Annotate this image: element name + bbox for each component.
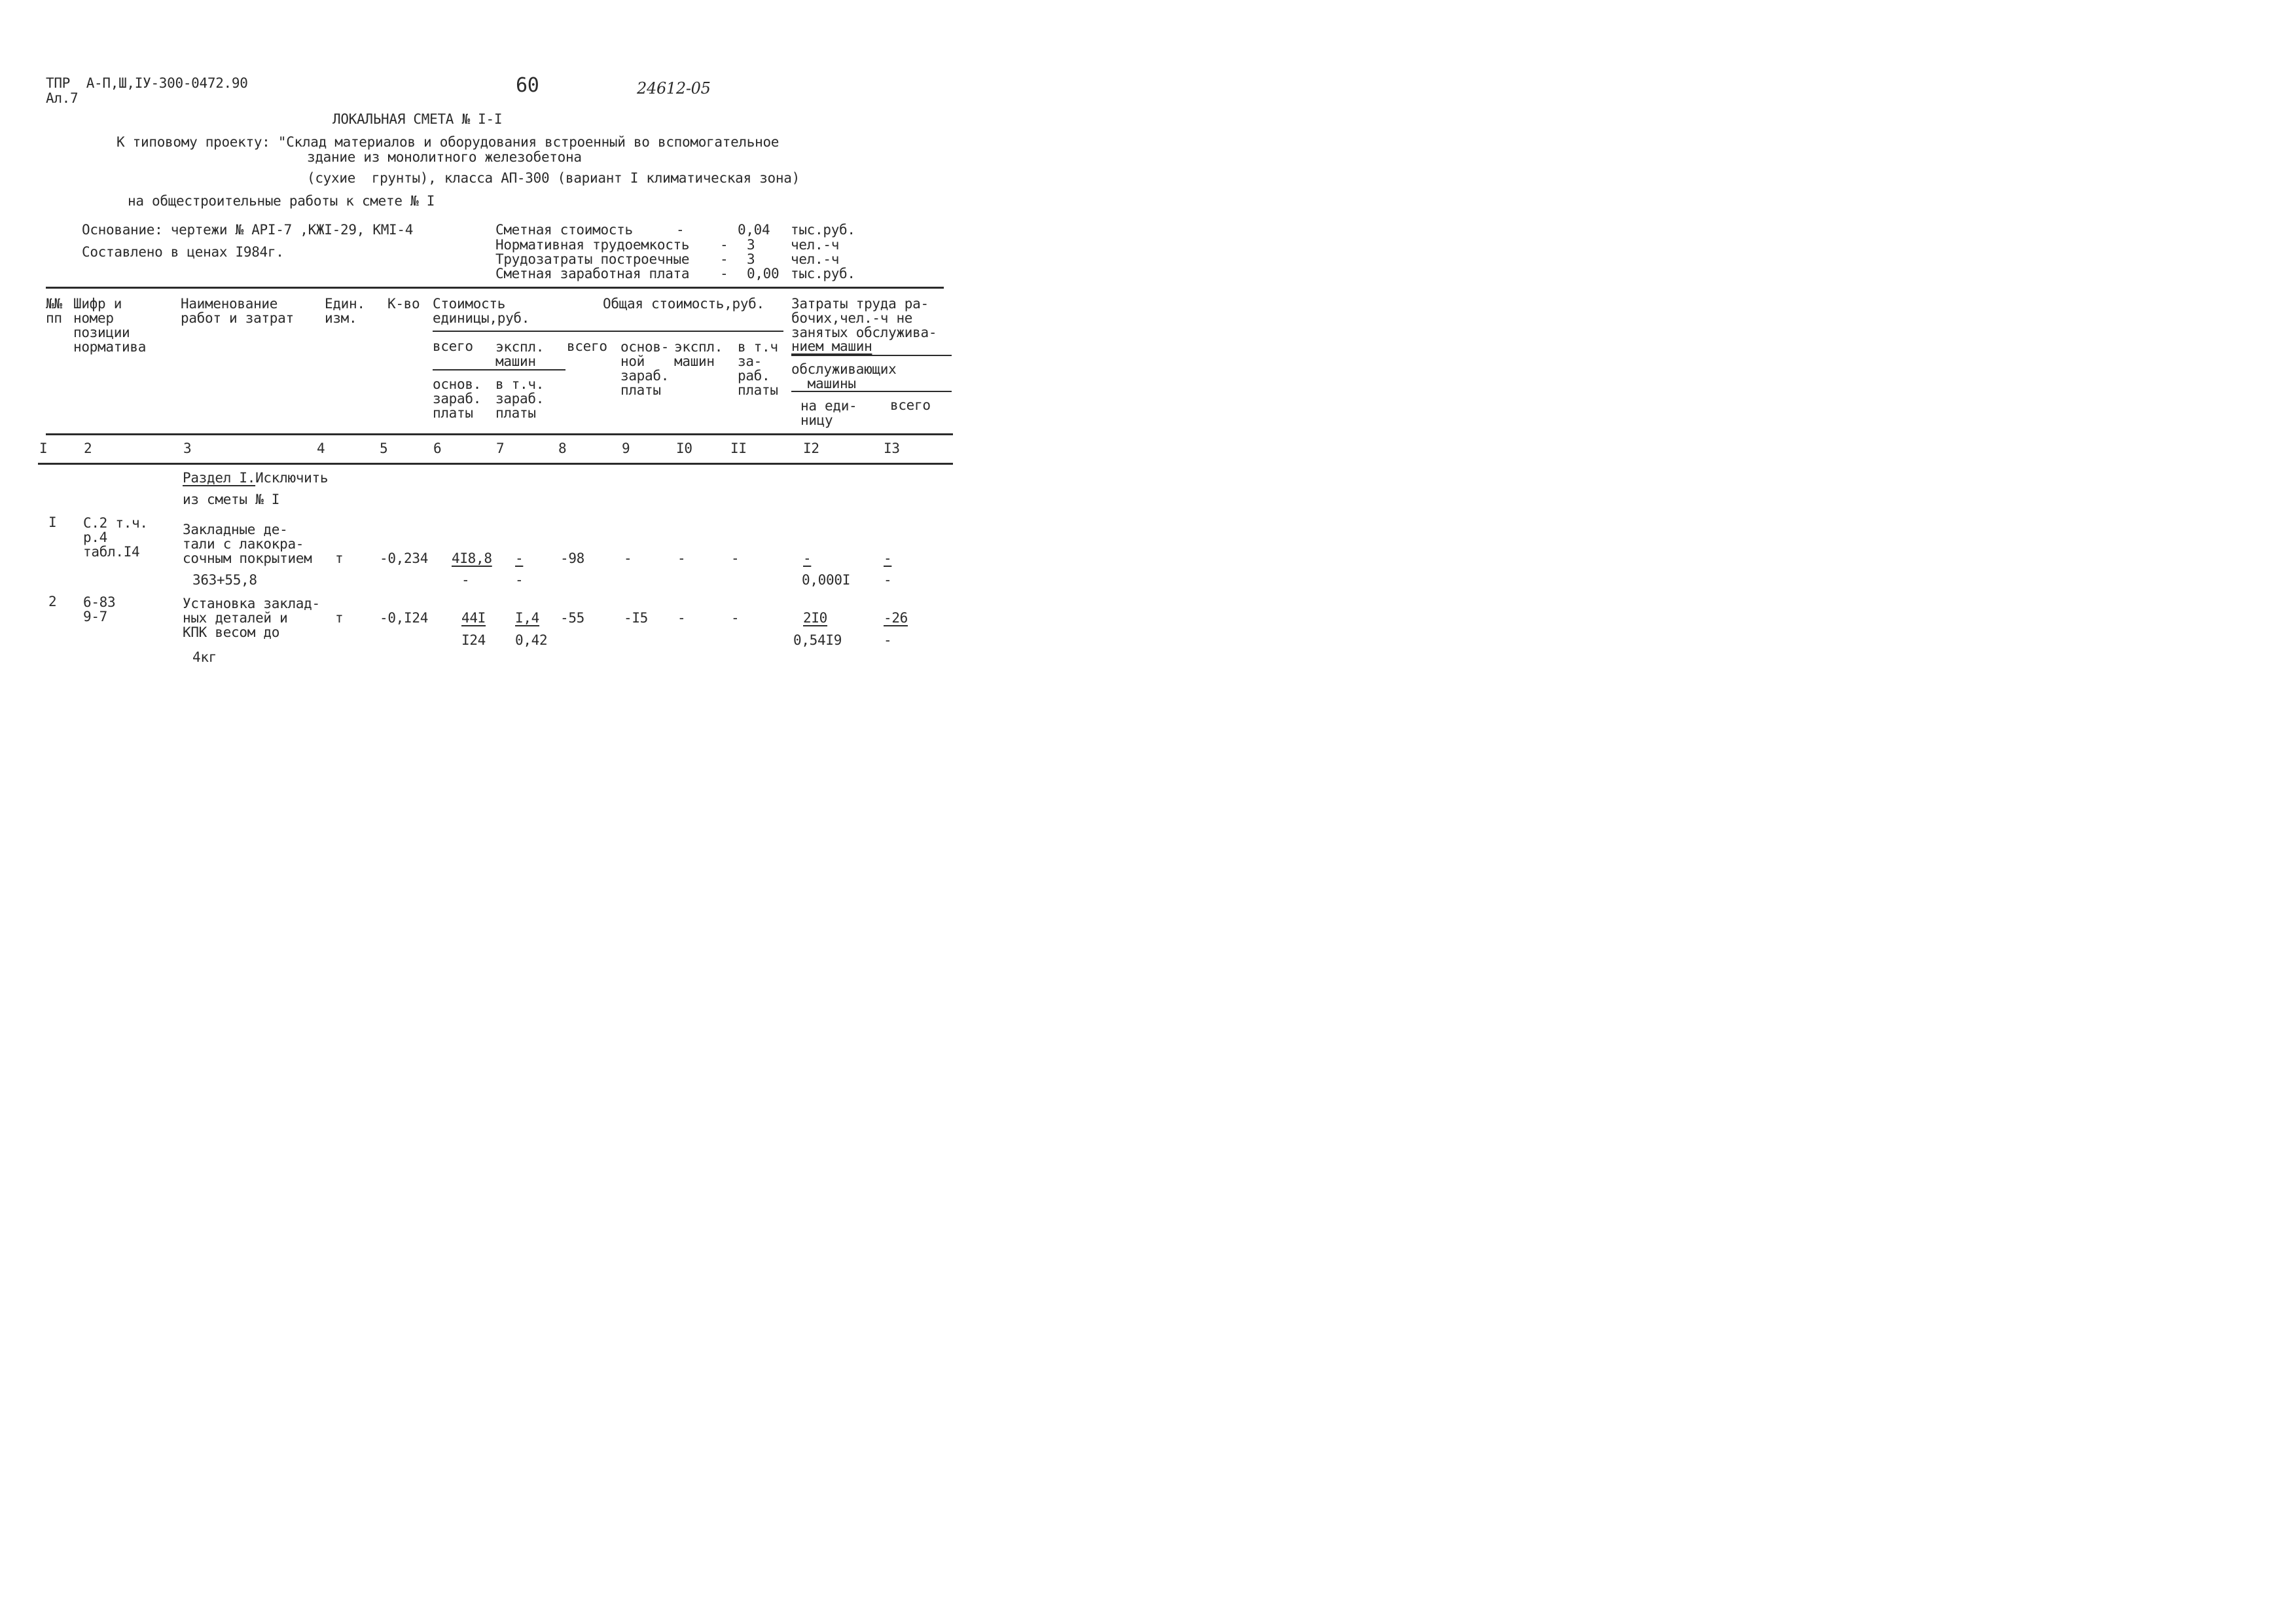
row-unit-basic-wage: - <box>461 572 470 588</box>
table-top-rule <box>46 287 944 289</box>
row-service-unit: 0,000I <box>802 572 851 588</box>
column-number: 7 <box>496 441 505 456</box>
section-title-prefix: Раздел I. <box>183 470 256 486</box>
summary-unit: чел.-ч <box>791 251 840 267</box>
header-rule-unit <box>433 369 565 370</box>
row-number: I <box>48 514 57 530</box>
row-labor-total: -26 <box>884 610 908 626</box>
summary-value: 0,04 <box>738 222 770 238</box>
header-rule-service <box>791 391 952 392</box>
row-unit-machine-wage: - <box>515 572 524 588</box>
row-name-extra: 4кг <box>192 649 217 665</box>
summary-unit: тыс.руб. <box>791 222 855 238</box>
header-unit-cost: Стоимость единицы,руб. <box>433 296 530 326</box>
header-labor-costs-end: нием машин <box>791 338 872 354</box>
column-number: 3 <box>183 441 192 456</box>
row-labor-total: - <box>884 550 892 566</box>
row-total-basic: -I5 <box>624 610 649 626</box>
header-bottom-rule <box>46 433 953 435</box>
row-total-machine: - <box>677 610 686 626</box>
row-total-all: -98 <box>560 550 585 566</box>
summary-label: Нормативная трудоемкость <box>495 237 690 253</box>
row-name: Закладные де- тали с лакокра- сочным покрытием <box>183 522 312 566</box>
section-title <box>183 471 328 485</box>
project-line-2: здание из монолитного железобетона <box>307 149 582 165</box>
summary-value: 3 <box>747 237 755 253</box>
row-unit-basic-wage: I24 <box>461 632 486 648</box>
row-labor-unit: - <box>803 550 812 566</box>
section-title-rest: Исключить <box>255 470 329 486</box>
summary-unit: тыс.руб. <box>791 266 855 281</box>
header-total-all: всего <box>567 338 607 354</box>
row-code: С.2 т.ч. р.4 табл.I4 <box>83 515 148 560</box>
column-number: I2 <box>803 441 819 456</box>
summary-dash: - <box>720 266 728 281</box>
doc-sheet: Ал.7 <box>46 90 79 106</box>
header-labor-service: обслуживающих машины <box>791 361 897 391</box>
header-per-unit: на еди- ницу <box>800 398 857 428</box>
column-number: I <box>39 441 48 456</box>
header-row-number: №№ пп <box>46 296 62 326</box>
row-labor-unit: 2I0 <box>803 610 828 626</box>
header-unit-basic-wage: основ. зараб. платы <box>433 376 482 421</box>
row-service-total: - <box>884 572 892 588</box>
summary-label: Сметная заработная плата <box>495 266 690 281</box>
header-rule-cost <box>433 331 783 332</box>
column-number: 8 <box>558 441 567 456</box>
row-quantity: -0,I24 <box>380 610 429 626</box>
header-total-cost: Общая стоимость,руб. <box>603 296 764 312</box>
header-unit-machine-wage: в т.ч. зараб. платы <box>495 376 545 421</box>
row-service-unit: 0,54I9 <box>793 632 842 648</box>
header-rule-labor <box>791 355 952 356</box>
header-total-machine-wage: в т.ч за- раб. платы <box>738 339 778 398</box>
column-number: I0 <box>676 441 692 456</box>
summary-unit: чел.-ч <box>791 237 840 253</box>
estimate-heading: ЛОКАЛЬНАЯ СМЕТА № I-I <box>332 111 503 127</box>
row-total-machine-wage: - <box>731 610 740 626</box>
section-subtitle: из сметы № I <box>183 492 280 507</box>
page-number: 60 <box>516 74 539 97</box>
row-unit-total: 44I <box>461 610 486 626</box>
header-unit-total: всего <box>433 338 473 354</box>
basis-drawings: Основание: чертежи № АРI-7 ,КЖI-29, КМI-4 <box>82 222 414 238</box>
header-total-basic-wage: основ- ной зараб. платы <box>620 339 670 398</box>
summary-dash: - <box>720 251 728 267</box>
column-number: 4 <box>317 441 325 456</box>
summary-dash: - <box>676 222 685 238</box>
summary-label: Трудозатраты построечные <box>495 251 690 267</box>
row-quantity: -0,234 <box>380 550 429 566</box>
doc-number: 24612-05 <box>637 79 711 98</box>
header-unit-machine: экспл. машин <box>495 339 545 369</box>
row-total-all: -55 <box>560 610 585 626</box>
column-number: 2 <box>84 441 92 456</box>
row-unit-total: 4I8,8 <box>452 550 492 566</box>
doc-code: ТПР А-П,Ш,IУ-300-0472.90 <box>46 75 248 91</box>
summary-dash: - <box>720 237 728 253</box>
column-number: 6 <box>433 441 442 456</box>
basis-prices: Составлено в ценах I984г. <box>82 244 284 260</box>
column-number: 9 <box>622 441 630 456</box>
column-number: 5 <box>380 441 388 456</box>
row-unit-machine: I,4 <box>515 610 540 626</box>
column-number: I3 <box>884 441 900 456</box>
row-name: Установка заклад- ных деталей и КПК весом до <box>183 596 320 640</box>
project-line-4: на общестроительные работы к смете № I <box>128 193 435 209</box>
row-code: 6-83 9-7 <box>83 594 116 624</box>
header-unit: Един. изм. <box>325 296 365 326</box>
row-price-formula: 363+55,8 <box>192 572 257 588</box>
row-unit: т <box>335 550 344 566</box>
header-total-machine: экспл. машин <box>674 339 723 369</box>
row-total-basic: - <box>624 550 632 566</box>
row-unit-machine: - <box>515 550 524 566</box>
summary-label: Сметная стоимость <box>495 222 633 238</box>
project-line-1: К типовому проекту: "Склад материалов и оборудования встроенный во вспомогательное <box>117 134 780 150</box>
header-labor-total: всего <box>890 397 931 413</box>
header-code: Шифр и номер позиции норматива <box>73 296 147 355</box>
row-total-machine: - <box>677 550 686 566</box>
column-number: II <box>730 441 747 456</box>
project-line-3: (сухие грунты), класса АП-300 (вариант I климатическая зона) <box>307 170 800 186</box>
row-unit: т <box>335 610 344 626</box>
header-labor-costs: Затраты труда ра- бочих,чел.-ч не занятых обслужива- <box>791 296 937 340</box>
summary-value: 3 <box>747 251 755 267</box>
header-quantity: К-во <box>387 296 420 312</box>
column-number-rule <box>38 463 953 465</box>
row-service-total: - <box>884 632 892 648</box>
row-number: 2 <box>48 594 57 609</box>
summary-value: 0,00 <box>747 266 780 281</box>
row-total-machine-wage: - <box>731 550 740 566</box>
header-name: Наименование работ и затрат <box>181 296 294 326</box>
row-unit-machine-wage: 0,42 <box>515 632 548 648</box>
